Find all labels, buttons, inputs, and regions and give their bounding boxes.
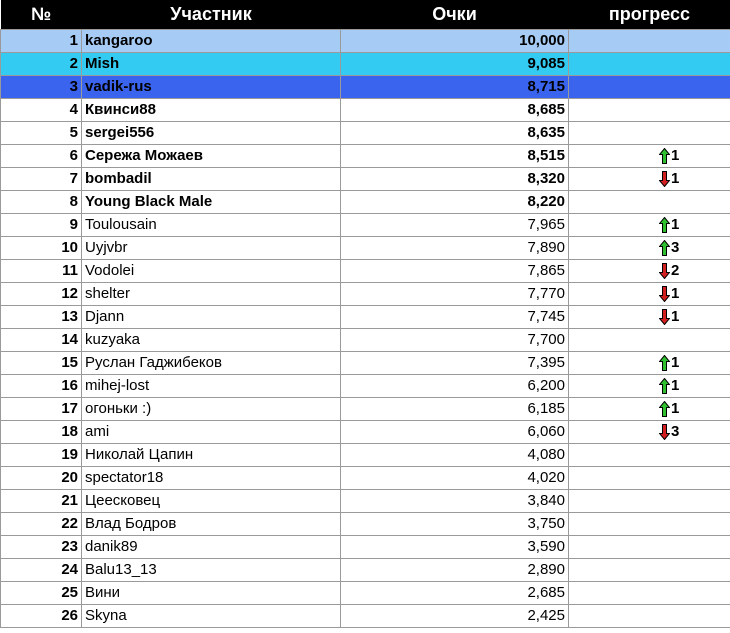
arrow-up-icon	[659, 240, 670, 256]
score-cell: 8,320	[341, 168, 569, 191]
rank-cell: 23	[1, 536, 82, 559]
arrow-down-icon	[659, 171, 670, 187]
rank-cell: 20	[1, 467, 82, 490]
rank-cell: 19	[1, 444, 82, 467]
rank-cell: 26	[1, 605, 82, 628]
table-row	[1, 375, 730, 398]
table-row	[1, 605, 730, 628]
progress-cell	[569, 375, 730, 398]
progress-delta: 1	[671, 285, 680, 303]
progress-cell	[569, 467, 730, 490]
participant-name-cell: Mish	[82, 53, 341, 76]
progress-delta: 1	[671, 308, 680, 326]
progress-cell	[569, 490, 730, 513]
progress-delta: 1	[671, 170, 680, 188]
arrow-up-icon	[659, 355, 670, 371]
progress-indicator	[659, 168, 689, 190]
score-cell: 7,745	[341, 306, 569, 329]
score-header: Очки	[341, 0, 569, 30]
table-row	[1, 329, 730, 352]
participant-name-cell: Николай Цапин	[82, 444, 341, 467]
rank-cell: 22	[1, 513, 82, 536]
progress-indicator	[659, 237, 689, 259]
arrow-down-icon	[659, 309, 670, 325]
progress-delta: 3	[671, 239, 680, 257]
participant-name-cell: Влад Бодров	[82, 513, 341, 536]
participant-name-cell: Skyna	[82, 605, 341, 628]
rank-cell: 3	[1, 76, 82, 99]
progress-cell	[569, 191, 730, 214]
score-cell: 4,080	[341, 444, 569, 467]
arrow-up-icon	[659, 378, 670, 394]
score-cell: 7,395	[341, 352, 569, 375]
score-cell: 3,840	[341, 490, 569, 513]
progress-cell	[569, 237, 730, 260]
participant-name-cell: Uyjvbr	[82, 237, 341, 260]
score-cell: 7,865	[341, 260, 569, 283]
rank-cell: 16	[1, 375, 82, 398]
table-row	[1, 168, 730, 191]
participant-header: Участник	[82, 0, 341, 30]
progress-cell	[569, 582, 730, 605]
table-row	[1, 99, 730, 122]
score-cell: 4,020	[341, 467, 569, 490]
progress-cell	[569, 559, 730, 582]
progress-indicator	[659, 145, 689, 167]
progress-cell	[569, 145, 730, 168]
rank-cell: 7	[1, 168, 82, 191]
score-cell: 6,060	[341, 421, 569, 444]
score-cell: 2,425	[341, 605, 569, 628]
table-body	[1, 30, 730, 628]
score-cell: 8,715	[341, 76, 569, 99]
participant-name-cell: Сережа Можаев	[82, 145, 341, 168]
participant-name-cell: Balu13_13	[82, 559, 341, 582]
header-row	[1, 0, 730, 30]
rank-cell: 17	[1, 398, 82, 421]
progress-indicator	[659, 375, 689, 397]
participant-name-cell: vadik-rus	[82, 76, 341, 99]
progress-cell	[569, 76, 730, 99]
arrow-down-icon	[659, 286, 670, 302]
progress-cell	[569, 444, 730, 467]
table-row	[1, 260, 730, 283]
progress-delta: 3	[671, 423, 680, 441]
progress-cell	[569, 536, 730, 559]
table-row	[1, 122, 730, 145]
score-cell: 10,000	[341, 30, 569, 53]
progress-cell	[569, 513, 730, 536]
rank-cell: 8	[1, 191, 82, 214]
table-row	[1, 421, 730, 444]
participant-name-cell: shelter	[82, 283, 341, 306]
score-cell: 2,685	[341, 582, 569, 605]
progress-cell	[569, 352, 730, 375]
progress-indicator	[659, 421, 689, 443]
progress-delta: 1	[671, 400, 680, 418]
table-row	[1, 30, 730, 53]
progress-delta: 1	[671, 377, 680, 395]
score-cell: 8,515	[341, 145, 569, 168]
participant-name-cell: огоньки :)	[82, 398, 341, 421]
rank-cell: 6	[1, 145, 82, 168]
score-cell: 6,200	[341, 375, 569, 398]
table-row	[1, 214, 730, 237]
progress-cell	[569, 214, 730, 237]
rank-cell: 24	[1, 559, 82, 582]
table-row	[1, 467, 730, 490]
rank-cell: 21	[1, 490, 82, 513]
score-cell: 7,770	[341, 283, 569, 306]
rank-cell: 11	[1, 260, 82, 283]
rank-cell: 5	[1, 122, 82, 145]
participant-name-cell: Вини	[82, 582, 341, 605]
progress-cell	[569, 260, 730, 283]
rank-cell: 9	[1, 214, 82, 237]
progress-cell	[569, 605, 730, 628]
progress-cell	[569, 329, 730, 352]
arrow-down-icon	[659, 424, 670, 440]
score-cell: 8,685	[341, 99, 569, 122]
score-cell: 6,185	[341, 398, 569, 421]
participant-name-cell: kuzyaka	[82, 329, 341, 352]
progress-indicator	[659, 352, 689, 374]
score-cell: 8,220	[341, 191, 569, 214]
table-row	[1, 145, 730, 168]
score-cell: 7,890	[341, 237, 569, 260]
table-row	[1, 559, 730, 582]
progress-indicator	[659, 306, 689, 328]
table-row	[1, 352, 730, 375]
progress-delta: 2	[671, 262, 680, 280]
score-cell: 9,085	[341, 53, 569, 76]
participant-name-cell: Руслан Гаджибеков	[82, 352, 341, 375]
rank-cell: 2	[1, 53, 82, 76]
participant-name-cell: Vodolei	[82, 260, 341, 283]
rank-cell: 12	[1, 283, 82, 306]
rank-cell: 25	[1, 582, 82, 605]
arrow-up-icon	[659, 148, 670, 164]
rank-cell: 4	[1, 99, 82, 122]
score-cell: 7,700	[341, 329, 569, 352]
arrow-up-icon	[659, 401, 670, 417]
rank-cell: 1	[1, 30, 82, 53]
progress-cell	[569, 283, 730, 306]
progress-cell	[569, 168, 730, 191]
participant-name-cell: sergei556	[82, 122, 341, 145]
participant-name-cell: bombadil	[82, 168, 341, 191]
table-row	[1, 283, 730, 306]
progress-delta: 1	[671, 354, 680, 372]
score-cell: 3,590	[341, 536, 569, 559]
progress-cell	[569, 30, 730, 53]
progress-header: прогресс	[569, 0, 730, 30]
participant-name-cell: danik89	[82, 536, 341, 559]
participant-name-cell: Цеесковец	[82, 490, 341, 513]
score-cell: 8,635	[341, 122, 569, 145]
progress-cell	[569, 99, 730, 122]
progress-delta: 1	[671, 147, 680, 165]
rank-cell: 10	[1, 237, 82, 260]
progress-cell	[569, 398, 730, 421]
participant-name-cell: mihej-lost	[82, 375, 341, 398]
rank-cell: 14	[1, 329, 82, 352]
table-row	[1, 398, 730, 421]
table-row	[1, 237, 730, 260]
participant-name-cell: Young Black Male	[82, 191, 341, 214]
score-cell: 3,750	[341, 513, 569, 536]
progress-cell	[569, 306, 730, 329]
participant-name-cell: spectator18	[82, 467, 341, 490]
table-row	[1, 582, 730, 605]
table-row	[1, 306, 730, 329]
participant-name-cell: Toulousain	[82, 214, 341, 237]
table-row	[1, 191, 730, 214]
score-cell: 7,965	[341, 214, 569, 237]
rank-cell: 13	[1, 306, 82, 329]
progress-cell	[569, 421, 730, 444]
progress-cell	[569, 122, 730, 145]
table-row	[1, 490, 730, 513]
arrow-up-icon	[659, 217, 670, 233]
progress-indicator	[659, 283, 689, 305]
rank-header: №	[1, 0, 82, 30]
table-row	[1, 513, 730, 536]
progress-indicator	[659, 398, 689, 420]
participant-name-cell: kangaroo	[82, 30, 341, 53]
participant-name-cell: Djann	[82, 306, 341, 329]
table-row	[1, 53, 730, 76]
rank-cell: 18	[1, 421, 82, 444]
progress-cell	[569, 53, 730, 76]
progress-indicator	[659, 214, 689, 236]
table-row	[1, 444, 730, 467]
score-cell: 2,890	[341, 559, 569, 582]
table-row	[1, 536, 730, 559]
participant-name-cell: Квинси88	[82, 99, 341, 122]
rank-cell: 15	[1, 352, 82, 375]
progress-delta: 1	[671, 216, 680, 234]
participant-name-cell: ami	[82, 421, 341, 444]
progress-indicator	[659, 260, 689, 282]
table-row	[1, 76, 730, 99]
arrow-down-icon	[659, 263, 670, 279]
